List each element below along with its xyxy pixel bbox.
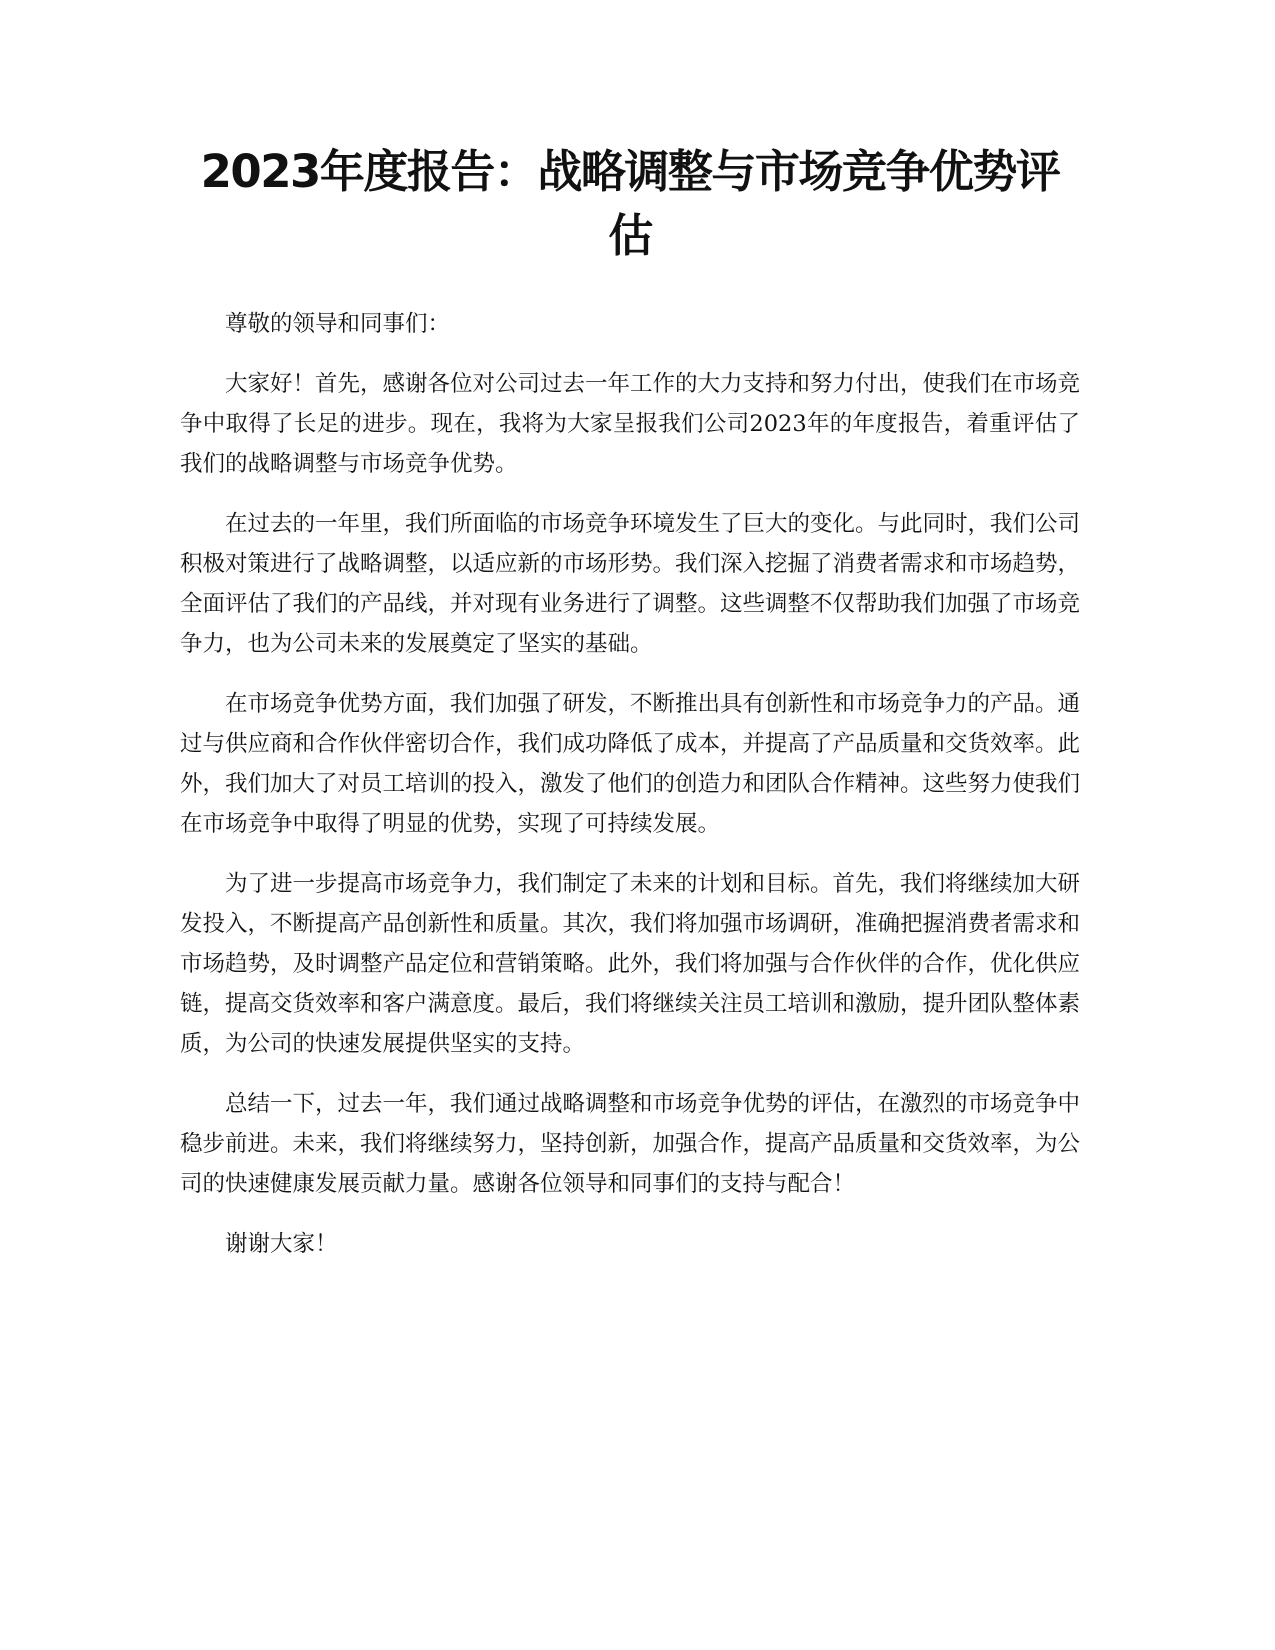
paragraph: 在市场竞争优势方面，我们加强了研发，不断推出具有创新性和市场竞争力的产品。通过与供应商和合作伙伴密切合作，我们成功降低了成本，并提高了产品质量和交货效率。此外，我们加大了对员工培训的投入，激发了他们的创造力和团队合作精神。这些努力使我们在市场竞争中取得了明显的优势，实现了可持续发展。 [180, 691, 1081, 837]
paragraph: 在过去的一年里，我们所面临的市场竞争环境发生了巨大的变化。与此同时，我们公司积极对策进行了战略调整，以适应新的市场形势。我们深入挖掘了消费者需求和市场趋势，全面评估了我们的产品线，并对现有业务进行了调整。这些调整不仅帮助我们加强了市场竞争力，也为公司未来的发展奠定了坚实的基础。 [180, 511, 1081, 657]
closing-line: 谢谢大家！ [225, 1231, 338, 1257]
greeting: 尊敬的领导和同事们： [225, 311, 451, 337]
paragraph: 总结一下，过去一年，我们通过战略调整和市场竞争优势的评估，在激烈的市场竞争中稳步前进。未来，我们将继续努力，坚持创新，加强合作，提高产品质量和交货效率，为公司的快速健康发展贡献力量。感谢各位领导和同事们的支持与配合！ [180, 1091, 1081, 1197]
paragraph: 大家好！首先，感谢各位对公司过去一年工作的大力支持和努力付出，使我们在市场竞争中取得了长足的进步。现在，我将为大家呈报我们公司2023年的年度报告，着重评估了我们的战略调整与市场竞争优势。 [180, 371, 1081, 477]
document-page [180, 140, 1080, 1264]
document-title: 2023年度报告：战略调整与市场竞争优势评估 [200, 145, 1060, 262]
paragraph: 为了进一步提高市场竞争力，我们制定了未来的计划和目标。首先，我们将继续加大研发投入，不断提高产品创新性和质量。其次，我们将加强市场调研，准确把握消费者需求和市场趋势，及时调整产品定位和营销策略。此外，我们将加强与合作伙伴的合作，优化供应链，提高交货效率和客户满意度。最后，我们将继续关注员工培训和激励，提升团队整体素质，为公司的快速发展提供坚实的支持。 [180, 871, 1081, 1057]
